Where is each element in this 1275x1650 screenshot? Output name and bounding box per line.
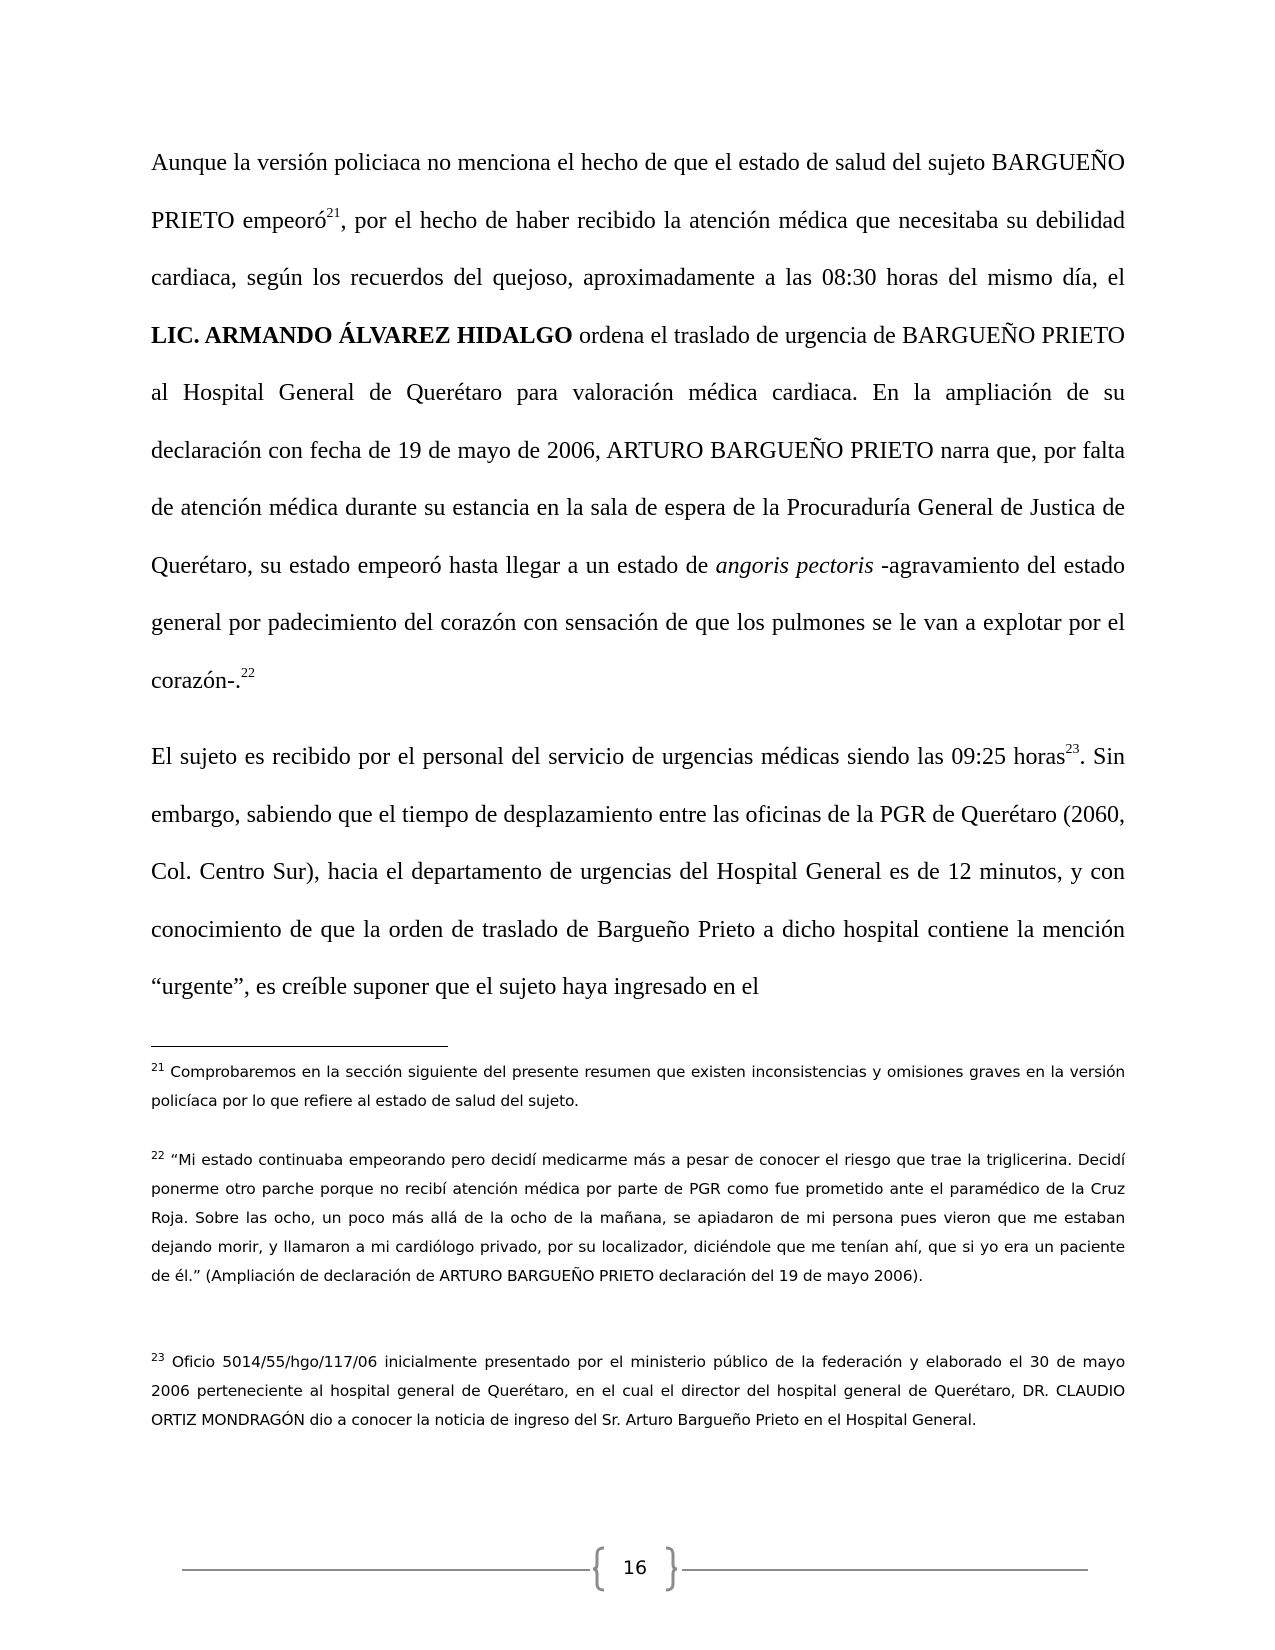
paragraph-text: Aunque la versión policiaca no menciona el hecho de que el estado de salud del sujeto BARGUEÑO PRIETO empeoró xyxy=(151,150,1125,234)
paragraph-text: . Sin embargo, sabiendo que el tiempo de desplazamiento entre las oficinas de la PGR de Querétaro (2060, Col. Centro Sur), hacia el departamento de urgencias del Hospital General es de 12 minutos, y con conocimiento de que la orden de traslado de Bargueño Prieto a dicho hospital contiene la mención “urgente”, es creíble suponer que el sujeto haya ingresado en el xyxy=(151,744,1125,1000)
bold-person-name: LIC. ARMANDO ÁLVAREZ HIDALGO xyxy=(151,322,573,349)
footer-rule-left xyxy=(182,1569,590,1571)
left-brace-icon xyxy=(588,1545,610,1593)
footer-rule-right xyxy=(682,1569,1088,1571)
footnote-reference-22[interactable]: 22 xyxy=(240,665,255,681)
body-paragraph-1 xyxy=(151,135,1125,710)
paragraph-text: , por el hecho de haber recibido la atención médica que necesitaba su debilidad cardiaca, según los recuerdos del quejoso, aproximadamente a las 08:30 horas del mismo día, el xyxy=(151,207,1126,291)
footnote-number: 21 xyxy=(151,1060,165,1074)
footnote-reference-21[interactable]: 21 xyxy=(326,205,341,221)
footnote-number: 23 xyxy=(151,1350,165,1364)
footnote-reference-23[interactable]: 23 xyxy=(1065,742,1080,757)
footnote-text: Oficio 5014/55/hgo/117/06 inicialmente presentado por el ministerio público de la federación y elaborado el 30 de mayo 2006 perteneciente al hospital general de Querétaro, en el cual el director del hospital general de Querétaro, DR. CLAUDIO ORTIZ MONDRAGÓN dio a conocer la noticia de ingreso del Sr. Arturo Bargueño Prieto en el Hospital General. xyxy=(151,1353,1125,1429)
footnote-text: Comprobaremos en la sección siguiente del presente resumen que existen inconsistencias y omisiones graves en la versión policíaca por lo que refiere al estado de salud del sujeto. xyxy=(151,1063,1125,1110)
footnote-22 xyxy=(151,1146,1125,1291)
paragraph-text: ordena el traslado de urgencia de BARGUEÑO PRIETO al Hospital General de Querétaro para valoración médica cardiaca. En la ampliación de su declaración con fecha de 19 de mayo de 2006, ARTURO BARGUEÑO PRIETO narra que, por falta de atención médica durante su estancia en la sala de espera de la Procuraduría General de Justica de Querétaro, su estado empeoró hasta llegar a un estado de xyxy=(151,322,1126,579)
paragraph-text: El sujeto es recibido por el personal del servicio de urgencias médicas siendo las 09:25 horas xyxy=(151,744,1066,770)
right-brace-icon xyxy=(660,1545,682,1593)
italic-medical-term: angoris pectoris xyxy=(715,552,874,579)
footnote-21 xyxy=(151,1058,1125,1116)
page-footer xyxy=(182,1545,1088,1593)
footnote-text: “Mi estado continuaba empeorando pero decidí medicarme más a pesar de conocer el riesgo que trae la triglicerina. Decidí ponerme otro parche porque no recibí atención médica por parte de PGR como fue prometido ante el paramédico de la Cruz Roja. Sobre las ocho, un poco más allá de la ocho de la mañana, se apiadaron de mi persona pues vieron que me estaban dejando morir, y llamaron a mi cardiólogo privado, por su localizador, diciéndole que me tenían ahí, que si yo era un paciente de él.” (Ampliación de declaración de ARTURO BARGUEÑO PRIETO declaración del 19 de mayo 2006). xyxy=(151,1151,1125,1285)
footnote-separator xyxy=(151,1046,448,1047)
paragraph-text: -agravamiento del estado general por padecimiento del corazón con sensación de que los pulmones se le van a explotar por el corazón-. xyxy=(151,552,1125,694)
page-number: 16 xyxy=(622,1557,648,1579)
body-paragraph-2 xyxy=(151,729,1125,1017)
footnote-number: 22 xyxy=(151,1148,165,1162)
footnote-23 xyxy=(151,1348,1125,1435)
